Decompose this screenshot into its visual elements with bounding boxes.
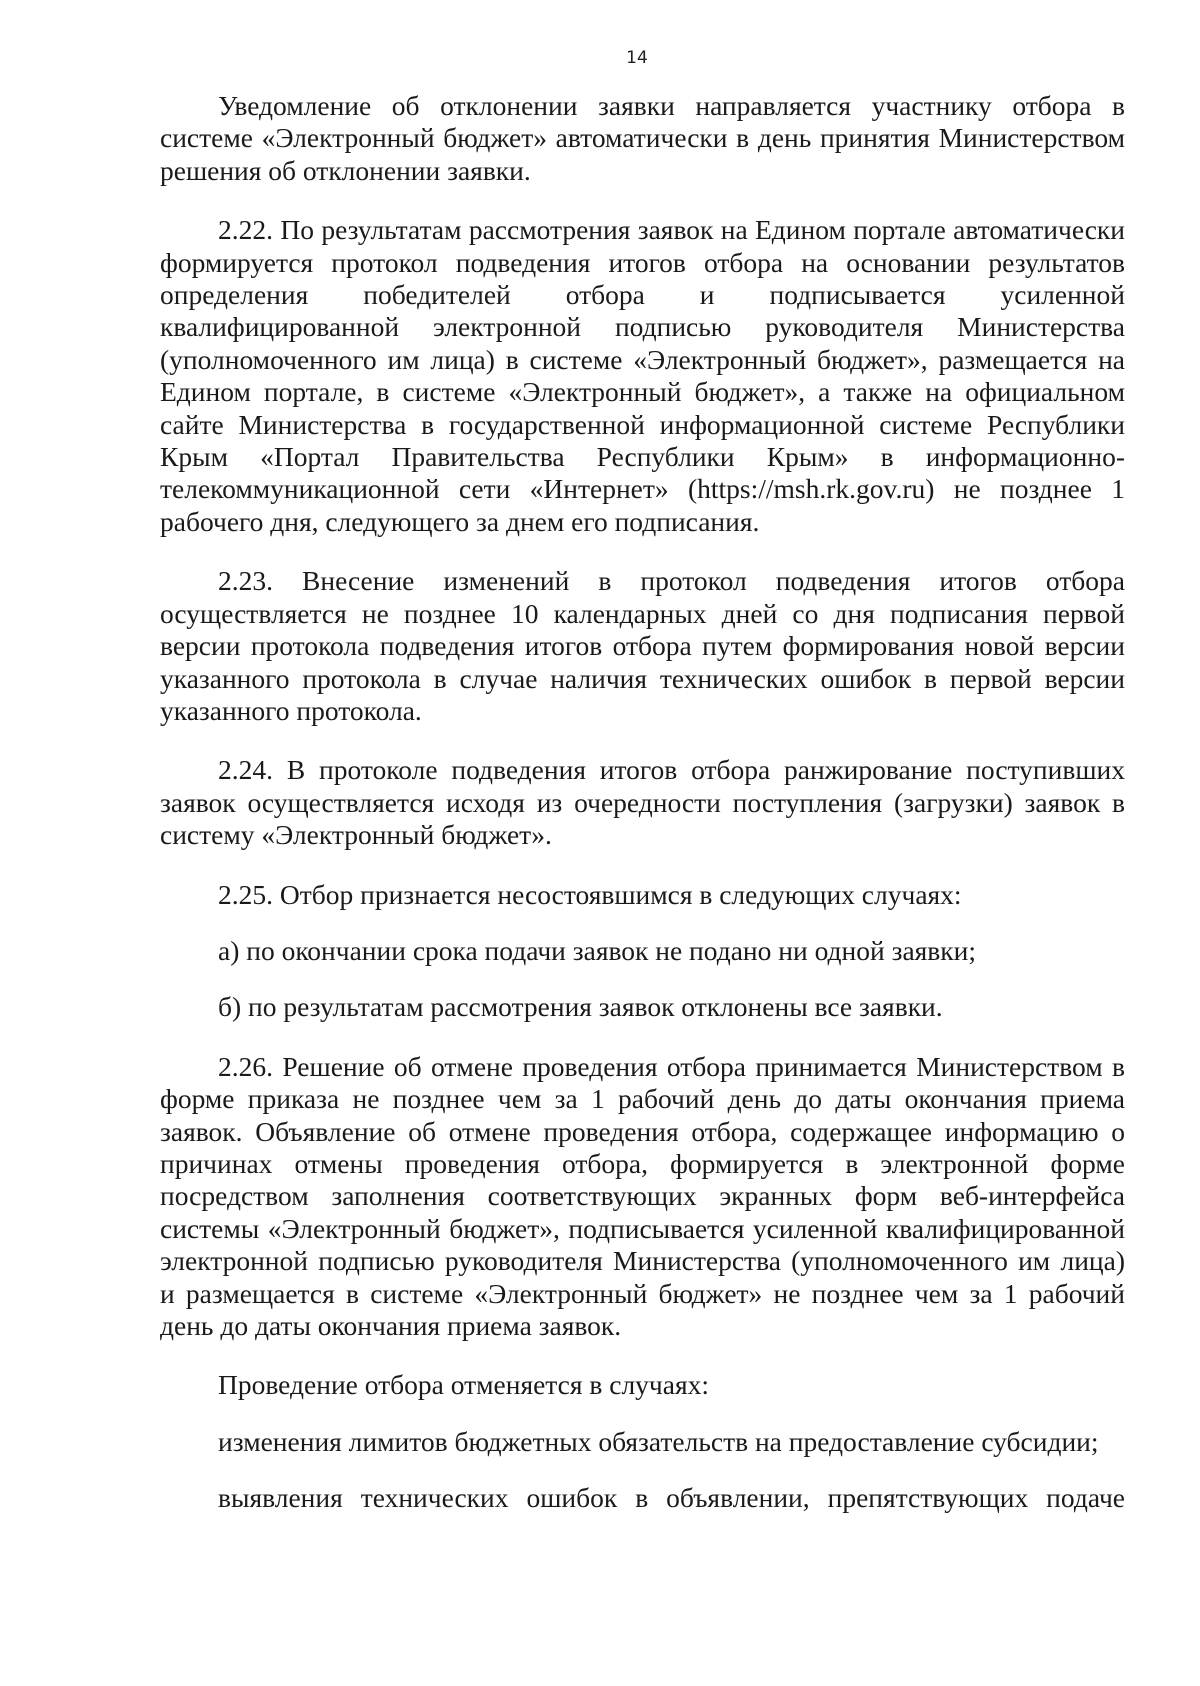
- list-item-b: б) по результатам рассмотрения заявок отклонены все заявки.: [218, 991, 943, 1023]
- list-item-budget-limits: изменения лимитов бюджетных обязательств на предоставление субсидии;: [218, 1425, 1099, 1457]
- paragraph-2-25: 2.25. Отбор признается несостоявшимся в следующих случаях:: [218, 878, 962, 910]
- list-item-technical-errors: выявления технических ошибок в объявлении, препятствующих подаче: [218, 1482, 1125, 1514]
- paragraph-2-26: 2.26. Решение об отмене проведения отбора принимается Министерством в форме приказа не позднее чем за 1 рабочий день до даты окончания приема заявок. Объявление об отмене проведения отбора, содержащее информацию о причинах отмены проведения отбора, формируется в электронной форме посредством заполнения соответствующих экранных форм веб-интерфейса системы «Электронный бюджет», подписывается усиленной квалифицированной электронной подписью руководителя Министерства (уполномоченного им лица) и размещается в системе «Электронный бюджет» не позднее чем за 1 рабочий день до даты окончания приема заявок.: [160, 1050, 1125, 1341]
- page-number: 14: [626, 48, 648, 68]
- paragraph-cancellation-cases: Проведение отбора отменяется в случаях:: [218, 1369, 709, 1401]
- paragraph-2-23: 2.23. Внесение изменений в протокол подведения итогов отбора осуществляется не позднее 10 календарных дней со дня подписания первой версии протокола подведения итогов отбора путем формирования новой версии указанного протокола в случае наличия технических ошибок в первой версии указанного протокола.: [160, 565, 1125, 726]
- document-body: [160, 90, 1125, 1515]
- paragraph-2-22: 2.22. По результатам рассмотрения заявок на Едином портале автоматически формируется протокол подведения итогов отбора на основании результатов определения победителей отбора и подписывается усиленной квалифицированной электронной подписью руководителя Министерства (уполномоченного им лица) в системе «Электронный бюджет», размещается на Едином портале, в системе «Электронный бюджет», а также на официальном сайте Министерства в государственной информационной системе Республики Крым «Портал Правительства Республики Крым» в информационно-телекоммуникационной сети «Интернет» (https://msh.rk.gov.ru) не позднее 1 рабочего дня, следующего за днем его подписания.: [160, 214, 1125, 537]
- list-item-a: а) по окончании срока подачи заявок не подано ни одной заявки;: [218, 934, 976, 966]
- paragraph-2-24: 2.24. В протоколе подведения итогов отбора ранжирование поступивших заявок осуществляется исходя из очередности поступления (загрузки) заявок в систему «Электронный бюджет».: [160, 754, 1125, 851]
- paragraph-rejection-notice: Уведомление об отклонении заявки направляется участнику отбора в системе «Электронный бюджет» автоматически в день принятия Министерством решения об отклонении заявки.: [160, 90, 1125, 186]
